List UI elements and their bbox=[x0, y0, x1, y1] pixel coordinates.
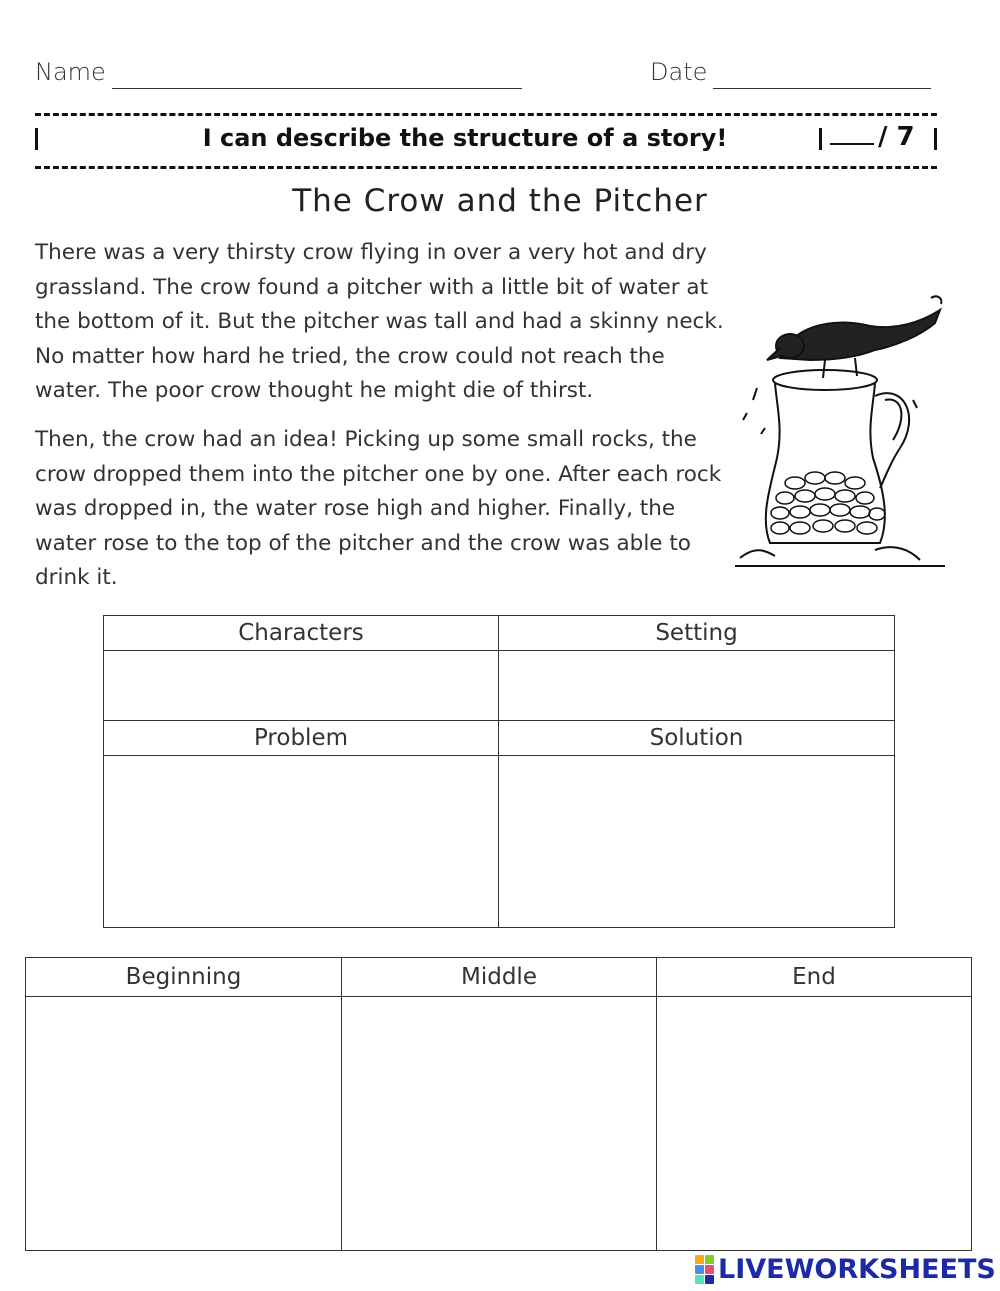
score-total: / 7 bbox=[878, 122, 915, 152]
problem-header: Problem bbox=[104, 721, 499, 756]
story-elements-table bbox=[103, 615, 895, 928]
solution-header: Solution bbox=[499, 721, 895, 756]
learning-goal: I can describe the structure of a story! bbox=[202, 124, 728, 152]
name-label: Name bbox=[35, 58, 106, 86]
solution-answer-box[interactable] bbox=[499, 756, 895, 928]
setting-header: Setting bbox=[499, 616, 895, 651]
score-box bbox=[830, 122, 915, 152]
end-header: End bbox=[657, 958, 972, 997]
beginning-answer-box[interactable] bbox=[26, 997, 342, 1251]
problem-answer-box[interactable] bbox=[104, 756, 499, 928]
story-title: The Crow and the Pitcher bbox=[292, 183, 708, 219]
name-field[interactable] bbox=[112, 88, 522, 89]
middle-header: Middle bbox=[342, 958, 657, 997]
liveworksheets-logo[interactable] bbox=[695, 1254, 996, 1284]
sequence-table bbox=[25, 957, 972, 1251]
date-label: Date bbox=[650, 58, 708, 86]
crow-pitcher-illustration bbox=[735, 288, 950, 578]
characters-header: Characters bbox=[104, 616, 499, 651]
story-paragraph-2: Then, the crow had an idea! Picking up some small rocks, the crow dropped them into the pitcher one by one. After each rock was dropped in, the water rose high and higher. Finally, the water rose to the top of the pitcher and the crow was able to drink it. bbox=[35, 427, 722, 590]
story-paragraph-1: There was a very thirsty crow flying in over a very hot and dry grassland. The crow found a pitcher with a little bit of water at the bottom of it. But the pitcher was tall and had a skinny neck. No matter how hard he tried, the crow could not reach the water. The poor crow thought he might die of thirst. bbox=[35, 240, 724, 403]
logo-icon bbox=[695, 1255, 714, 1284]
beginning-header: Beginning bbox=[26, 958, 342, 997]
characters-answer-box[interactable] bbox=[104, 651, 499, 721]
setting-answer-box[interactable] bbox=[499, 651, 895, 721]
score-input[interactable] bbox=[830, 123, 874, 145]
date-field[interactable] bbox=[713, 88, 931, 89]
end-answer-box[interactable] bbox=[657, 997, 972, 1251]
middle-answer-box[interactable] bbox=[342, 997, 657, 1251]
learning-goal-banner bbox=[35, 113, 937, 169]
logo-text: LIVEWORKSHEETS bbox=[718, 1253, 996, 1285]
